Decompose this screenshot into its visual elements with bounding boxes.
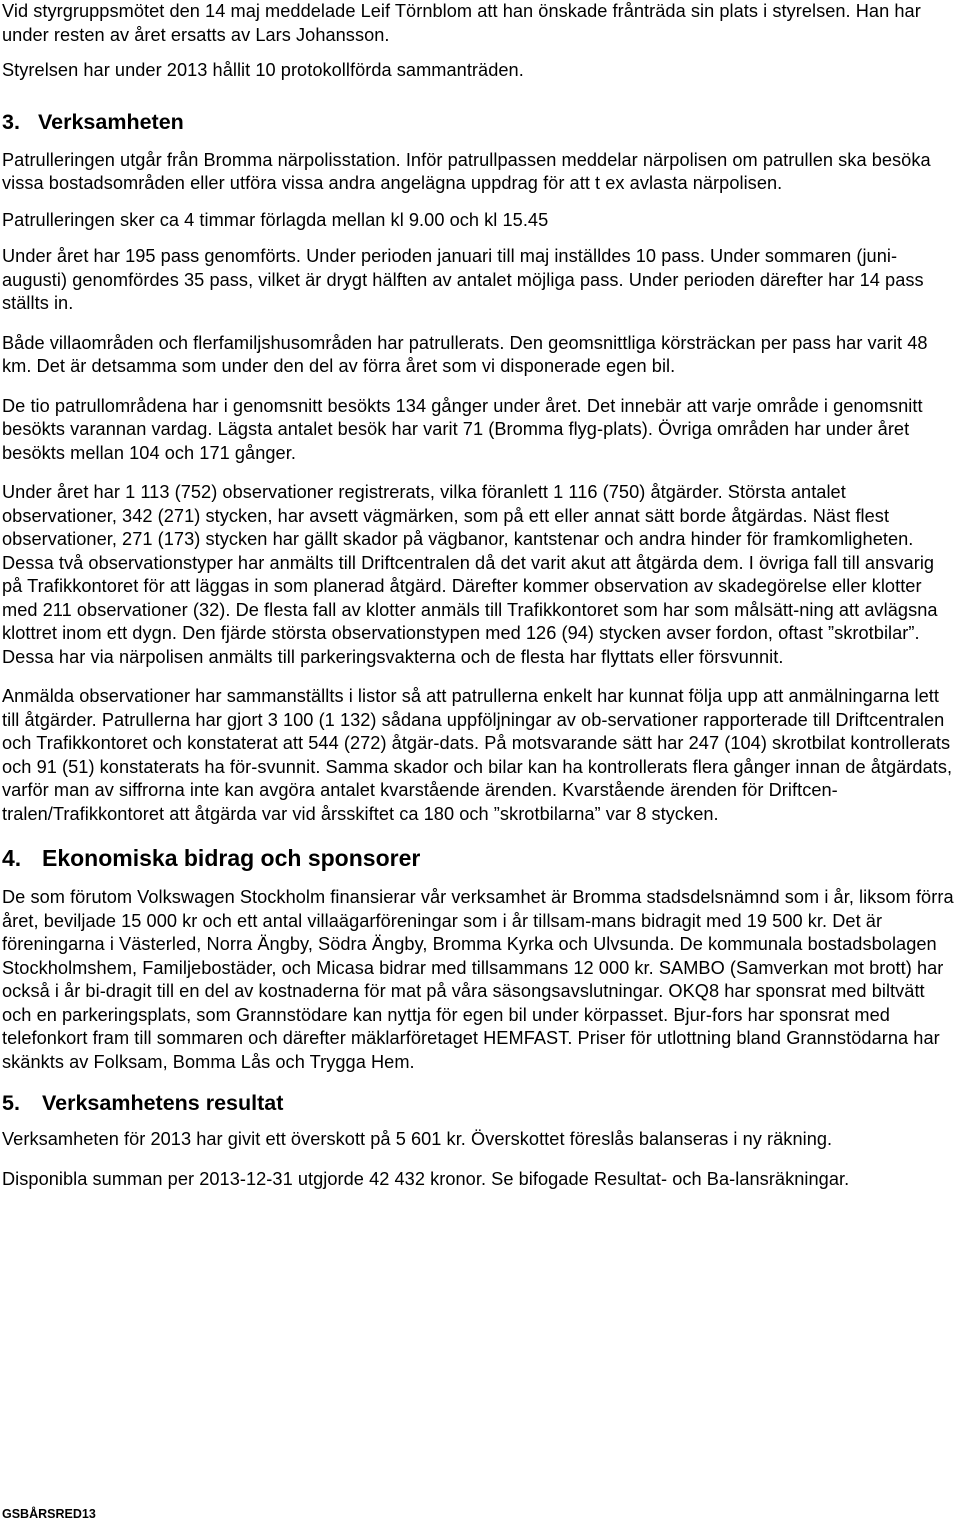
footer-document-code: GSBÅRSRED13 <box>2 1507 96 1521</box>
paragraph-surplus: Verksamheten för 2013 har givit ett överskott på 5 601 kr. Överskottet föreslås balanseras i ny räkning. <box>2 1129 833 1149</box>
section-title: Verksamheten <box>38 109 184 134</box>
section-heading-resultat <box>2 1090 954 1116</box>
paragraph-patrol-origin: Patrulleringen utgår från Bromma närpolisstation. Inför patrullpassen meddelar närpolisen om patrullen ska besöka vissa bostadsområden eller utföra vissa andra angelägna uppdrag för att t ex avlasta närpolisen. <box>2 149 931 193</box>
paragraph-meetings: Styrelsen har under 2013 hållit 10 protokollförda sammanträden. <box>2 60 524 80</box>
section-title: Ekonomiska bidrag och sponsorer <box>42 845 421 871</box>
document-body <box>2 0 954 1191</box>
paragraph-available-sum: Disponibla summan per 2013-12-31 utgjorde 42 432 kronor. Se bifogade Resultat- och Ba-lansräkningar. <box>2 1168 850 1189</box>
paragraph-followups: Anmälda observationer har sammanställts i listor så att patrullerna enkelt har kunnat följa upp att anmälningarna lett till åtgärder. Patrullerna har gjort 3 100 (1 132) sådana uppföljningar av ob-servationer rapporterade till Driftcentralen och Trafikkontoret och konstaterat att 544 (272) åtgär-dats. På motsvarande sätt har 247 (104) skrotbilat kontrollerats och 91 (51) konstaterats ha för-svunnit. Samma skador och bilar kan ha kontrollerats flera gånger innan de åtgärdats, varför man av siffrorna inte kan avgöra antalet kvarstående ärenden. Kvarstående ärenden för Driftcen-tralen/Trafikkontoret att åtgärda var vid årsskiftet ca 180 och ”skrotbilarna” var 8 stycken. <box>2 686 953 824</box>
paragraph-sponsors: De som förutom Volkswagen Stockholm finansierar vår verksamhet är Bromma stadsdelsnämnd som i år, liksom förra året, beviljade 15 000 kr och ett antal villaägarföreningar som i år tillsam-mans bidragit med 19 500 kr. Det är föreningarna i Västerled, Norra Ängby, Södra Ängby, Bromma Kyrka och Ulvsunda. De kommunala bostadsbolagen Stockholmshem, Familjebostäder, och Micasa bidrar med tillsammans 12 000 kr. SAMBO (Samverkan mot brott) har också i år bi-dragit till en del av kostnaderna för mat på våra säsongsavslutningar. OKQ8 har sponsrat med biltvätt och en parkeringsplats, som Grannstödare kan nyttja för egen bil under körpasset. Bjur-fors har sponsrat med telefonkort fram till sommaren och därefter mäklarföretaget HEMFAST. Priser för utlottning bland Grannstödarna har skänkts av Folksam, Bomma Lås och Trygga Hem. <box>2 887 954 1072</box>
section-number: 3. <box>2 109 20 134</box>
section-number: 4. <box>2 845 22 871</box>
section-title: Verksamhetens resultat <box>42 1091 284 1115</box>
paragraph-observations: Under året har 1 113 (752) observationer registrerats, vilka föranlett 1 116 (750) åtgärder. Största antalet observationer, 342 (271) stycken, har avsett vägmärken, som på ett eller annat sätt borde åtgärdas. Näst flest observationer, 271 (173) stycken har gällt skador på vägbanor, kantstenar och andra hinder för framkomligheten. Dessa två observationstyper har anmälts till Driftcentralen då det varit akut att åtgärda dem. I övriga fall till ansvarig på Trafikkontoret för att läggas in som planerad åtgärd. Därefter kommer observation av skadegörelse eller klotter med 211 observationer (32). De flesta fall av klotter anmäls till Trafikkontoret som har som målsätt-ning att avlägsna klottret inom ett dygn. Den fjärde största observationstypen med 126 (94) stycken avser fordon, oftast ”skrotbilar”. Dessa har via närpolisen anmälts till parkeringsvakterna och de flesta har flyttats eller försvunnit. <box>2 482 938 667</box>
paragraph-patrol-count: Under året har 195 pass genomförts. Under perioden januari till maj inställdes 10 pass. Under sommaren (juni-augusti) genomfördes 35 pass, vilket är drygt hälften av antalet möjliga pass. Under perioden därefter har 14 pass ställts in. <box>2 246 924 313</box>
section-heading-verksamheten <box>2 109 954 135</box>
paragraph-patrol-areas: Både villaområden och flerfamiljshusområden har patrullerats. Den geomsnittliga körsträckan per pass har varit 48 km. Det är detsamma som under den del av förra året som vi disponerade egen bil. <box>2 332 928 376</box>
section-number: 5. <box>2 1091 20 1115</box>
section-heading-ekonomiska-bidrag <box>2 844 954 872</box>
paragraph-patrol-hours: Patrulleringen sker ca 4 timmar förlagda mellan kl 9.00 och kl 15.45 <box>2 209 549 230</box>
paragraph-board-change: Vid styrgruppsmötet den 14 maj meddelade Leif Törnblom att han önskade frånträda sin plats i styrelsen. Han har under resten av året ersatts av Lars Johansson. <box>2 1 921 45</box>
paragraph-patrol-visits: De tio patrullområdena har i genomsnitt besökts 134 gånger under året. Det innebär att varje område i genomsnitt besökts varannan vardag. Lägsta antalet besök har varit 71 (Bromma flyg-plats). Övriga områden har under året besökts mellan 104 och 171 gånger. <box>2 395 923 463</box>
